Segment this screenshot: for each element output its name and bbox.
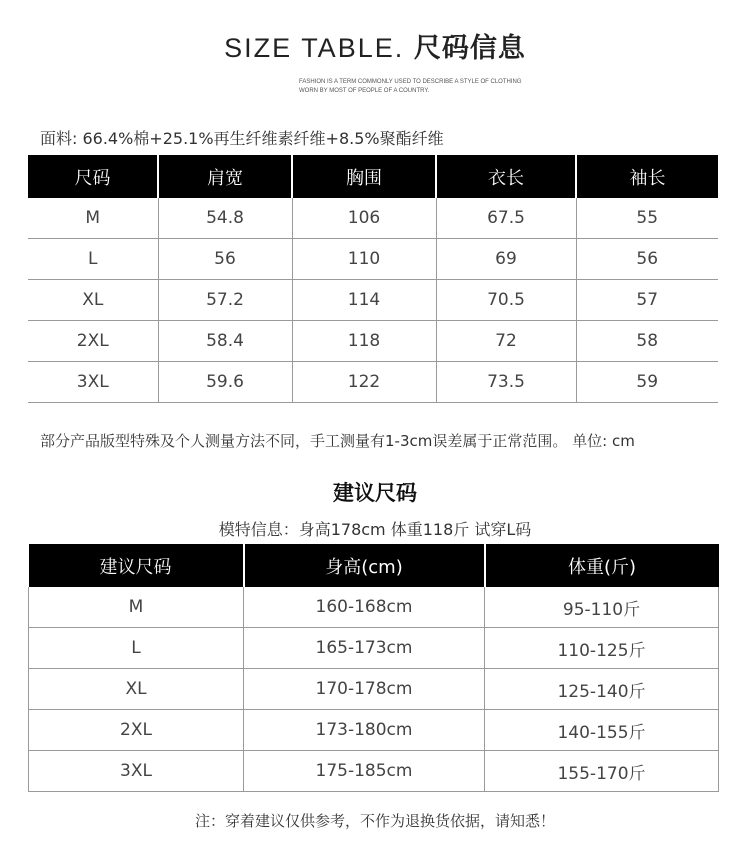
subtitle-line: FASHION IS A TERM COMMONLY USED TO DESCRIBE A STYLE OF CLOTHING bbox=[299, 79, 522, 85]
table-cell: 54.8 bbox=[158, 198, 292, 239]
table-cell: 2XL bbox=[28, 321, 158, 362]
table-row bbox=[28, 198, 718, 239]
table-cell: 110-125斤 bbox=[485, 628, 719, 669]
table-cell: 175-185cm bbox=[244, 751, 485, 792]
table-cell: M bbox=[28, 198, 158, 239]
table-cell: 106 bbox=[292, 198, 436, 239]
table-row bbox=[29, 628, 719, 669]
table-cell: 160-168cm bbox=[244, 587, 485, 628]
table-cell: 165-173cm bbox=[244, 628, 485, 669]
table-cell: 140-155斤 bbox=[485, 710, 719, 751]
column-header: 尺码 bbox=[28, 155, 158, 198]
table-cell: 57 bbox=[576, 280, 718, 321]
table-cell: M bbox=[29, 587, 244, 628]
table-cell: 67.5 bbox=[436, 198, 576, 239]
column-header: 衣长 bbox=[436, 155, 576, 198]
table-cell: XL bbox=[28, 280, 158, 321]
title-chinese: 尺码信息 bbox=[413, 33, 526, 64]
table-cell: 58 bbox=[576, 321, 718, 362]
table-cell: 57.2 bbox=[158, 280, 292, 321]
measurement-note: 部分产品版型特殊及个人测量方法不同，手工测量有1-3cm误差属于正常范围。 单位: cm bbox=[40, 432, 635, 450]
table-cell: 59.6 bbox=[158, 362, 292, 403]
table-cell: 72 bbox=[436, 321, 576, 362]
table-cell: 69 bbox=[436, 239, 576, 280]
table-cell: 110 bbox=[292, 239, 436, 280]
disclaimer-note: 注：穿着建议仅供参考，不作为退换货依据，请知悉！ bbox=[194, 812, 555, 830]
recommendation-table bbox=[28, 544, 719, 792]
table-row bbox=[28, 239, 718, 280]
table-cell: 56 bbox=[158, 239, 292, 280]
table-cell: 118 bbox=[292, 321, 436, 362]
table-cell: 114 bbox=[292, 280, 436, 321]
table-cell: 59 bbox=[576, 362, 718, 403]
table-row bbox=[29, 669, 719, 710]
table-cell: 3XL bbox=[29, 751, 244, 792]
column-header: 体重(斤) bbox=[485, 544, 719, 587]
column-header: 胸围 bbox=[292, 155, 436, 198]
subtitle bbox=[0, 78, 750, 96]
table-cell: 2XL bbox=[29, 710, 244, 751]
column-header: 袖长 bbox=[576, 155, 718, 198]
table-row bbox=[28, 362, 718, 403]
recommendation-title: 建议尺码 bbox=[333, 481, 417, 505]
title-english: SIZE TABLE. bbox=[224, 33, 405, 63]
table-row bbox=[28, 280, 718, 321]
table-cell: 73.5 bbox=[436, 362, 576, 403]
table-cell: 70.5 bbox=[436, 280, 576, 321]
table-cell: 55 bbox=[576, 198, 718, 239]
table-header-row bbox=[29, 544, 719, 587]
table-cell: 56 bbox=[576, 239, 718, 280]
table-cell: 122 bbox=[292, 362, 436, 403]
column-header: 建议尺码 bbox=[29, 544, 244, 587]
size-table bbox=[28, 155, 718, 403]
table-cell: 125-140斤 bbox=[485, 669, 719, 710]
table-row bbox=[29, 710, 719, 751]
column-header: 身高(cm) bbox=[244, 544, 485, 587]
table-row bbox=[28, 321, 718, 362]
table-cell: 173-180cm bbox=[244, 710, 485, 751]
table-cell: 3XL bbox=[28, 362, 158, 403]
table-cell: XL bbox=[29, 669, 244, 710]
table-cell: 155-170斤 bbox=[485, 751, 719, 792]
column-header: 肩宽 bbox=[158, 155, 292, 198]
table-cell: L bbox=[29, 628, 244, 669]
table-cell: L bbox=[28, 239, 158, 280]
table-cell: 95-110斤 bbox=[485, 587, 719, 628]
table-cell: 58.4 bbox=[158, 321, 292, 362]
fabric-composition: 面料: 66.4%棉+25.1%再生纤维素纤维+8.5%聚酯纤维 bbox=[40, 129, 444, 148]
model-info: 模特信息：身高178cm 体重118斤 试穿L码 bbox=[218, 520, 532, 539]
page-title bbox=[0, 26, 750, 65]
table-row bbox=[29, 587, 719, 628]
table-header-row bbox=[28, 155, 718, 198]
table-row bbox=[29, 751, 719, 792]
subtitle-line: WORN BY MOST OF PEOPLE OF A COUNTRY. bbox=[299, 88, 430, 94]
table-cell: 170-178cm bbox=[244, 669, 485, 710]
